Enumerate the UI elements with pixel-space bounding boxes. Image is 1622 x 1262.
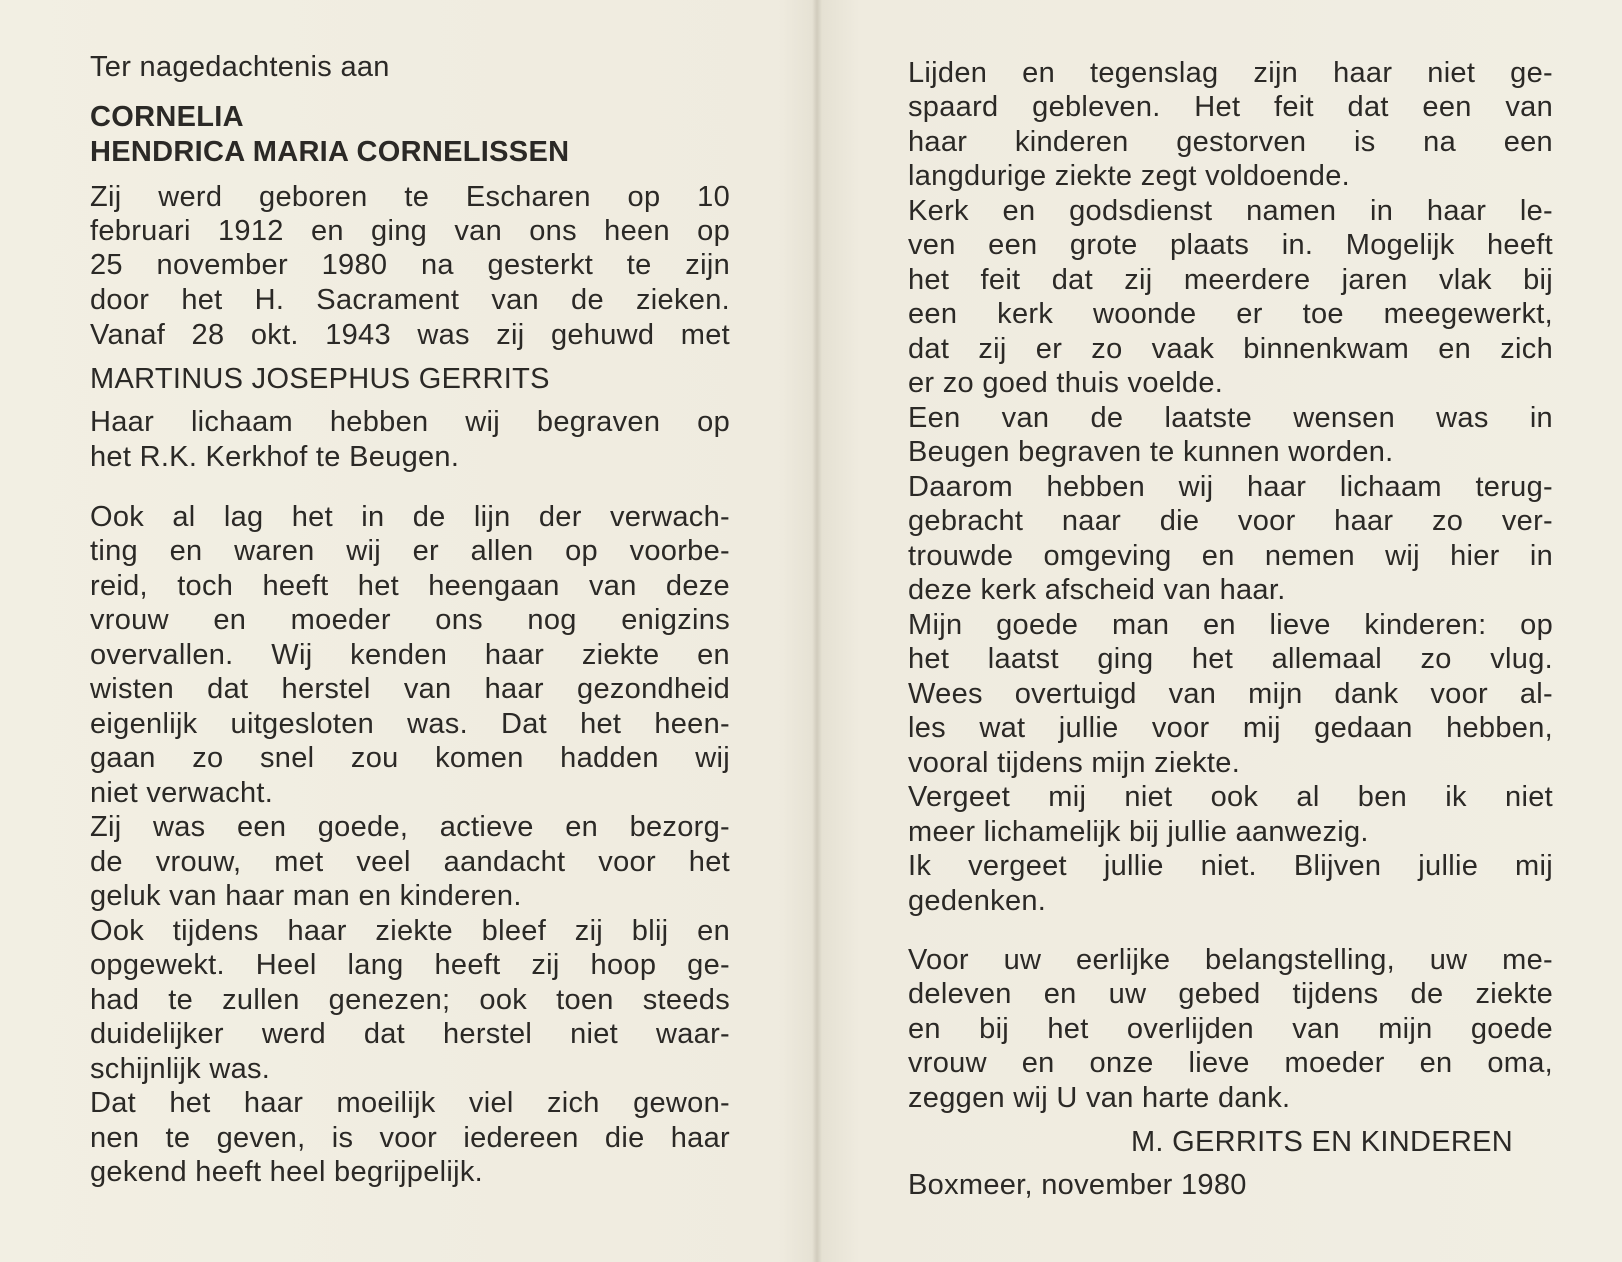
body-line: wisten dat herstel van haar gezondheid	[90, 673, 730, 705]
body-line: duidelijker werd dat herstel niet waar-	[90, 1018, 730, 1050]
body-line: Mijn goede man en lieve kinderen: op	[908, 609, 1553, 641]
body-line: reid, toch heeft het heengaan van deze	[90, 570, 730, 602]
body-line: het laatst ging het allemaal zo vlug.	[908, 643, 1553, 675]
body-line: schijnlijk was.	[90, 1053, 271, 1085]
birth-line: februari 1912 en ging van ons heen op	[90, 215, 730, 247]
deceased-full-name: HENDRICA MARIA CORNELISSEN	[90, 136, 570, 168]
body-line: Vergeet mij niet ook al ben ik niet	[908, 781, 1553, 813]
body-line: eigenlijk uitgesloten was. Dat het heen-	[90, 708, 730, 740]
thanks-line: zeggen wij U van harte dank.	[908, 1082, 1291, 1114]
birth-line: Zij werd geboren te Escharen op 10	[90, 181, 730, 213]
spouse-name: MARTINUS JOSEPHUS GERRITS	[90, 363, 550, 395]
body-line: Ook al lag het in de lijn der verwach-	[90, 501, 730, 533]
body-line: Ik vergeet jullie niet. Blijven jullie mij	[908, 850, 1553, 882]
body-line: Een van de laatste wensen was in	[908, 402, 1553, 434]
signature: M. GERRITS EN KINDEREN	[1130, 1126, 1513, 1158]
body-line: er zo goed thuis voelde.	[908, 367, 1224, 399]
body-line: Ook tijdens haar ziekte bleef zij blij en	[90, 915, 730, 947]
body-line: een kerk woonde er toe meegewerkt,	[908, 298, 1553, 330]
body-line: overvallen. Wij kenden haar ziekte en	[90, 639, 730, 671]
body-line: meer lichamelijk bij jullie aanwezig.	[908, 816, 1369, 848]
thanks-line: vrouw en onze lieve moeder en oma,	[908, 1047, 1553, 1079]
body-line: Beugen begraven te kunnen worden.	[908, 436, 1394, 468]
body-line: gekend heeft heel begrijpelijk.	[90, 1156, 484, 1188]
body-line: de vrouw, met veel aandacht voor het	[90, 846, 730, 878]
thanks-line: Voor uw eerlijke belangstelling, uw me-	[908, 944, 1553, 976]
body-line: gebracht naar die voor haar zo ver-	[908, 505, 1553, 537]
body-line: Zij was een goede, actieve en bezorg-	[90, 811, 730, 843]
body-line: Wees overtuigd van mijn dank voor al-	[908, 678, 1553, 710]
body-line: ting en waren wij er allen op voorbe-	[90, 535, 730, 567]
body-line: gaan zo snel zou komen hadden wij	[90, 742, 730, 774]
body-line: langdurige ziekte zegt voldoende.	[908, 160, 1350, 192]
card-fold	[812, 0, 822, 1262]
body-line: Lijden en tegenslag zijn haar niet ge-	[908, 57, 1553, 89]
body-line: ven een grote plaats in. Mogelijk heeft	[908, 229, 1553, 261]
birth-line: door het H. Sacrament van de zieken.	[90, 284, 730, 316]
body-line: Daarom hebben wij haar lichaam terug-	[908, 471, 1553, 503]
body-line: Kerk en godsdienst namen in haar le-	[908, 195, 1553, 227]
body-line: spaard gebleven. Het feit dat een van	[908, 91, 1553, 123]
body-line: les wat jullie voor mij gedaan hebben,	[908, 712, 1553, 744]
burial-line: Haar lichaam hebben wij begraven op	[90, 406, 730, 438]
body-line: had te zullen genezen; ook toen steeds	[90, 984, 730, 1016]
body-line: Dat het haar moeilijk viel zich gewon-	[90, 1087, 730, 1119]
birth-line: Vanaf 28 okt. 1943 was zij gehuwd met	[90, 319, 730, 351]
body-line: nen te geven, is voor iedereen die haar	[90, 1122, 730, 1154]
body-line: gedenken.	[908, 885, 1047, 917]
place-date: Boxmeer, november 1980	[908, 1169, 1247, 1201]
body-line: trouwde omgeving en nemen wij hier in	[908, 540, 1553, 572]
body-line: dat zij er zo vaak binnenkwam en zich	[908, 333, 1553, 365]
body-line: vooral tijdens mijn ziekte.	[908, 747, 1241, 779]
body-line: vrouw en moeder ons nog enigzins	[90, 604, 730, 636]
burial-line: het R.K. Kerkhof te Beugen.	[90, 441, 460, 473]
body-line: deze kerk afscheid van haar.	[908, 574, 1286, 606]
body-line: het feit dat zij meerdere jaren vlak bij	[908, 264, 1553, 296]
body-line: geluk van haar man en kinderen.	[90, 880, 522, 912]
thanks-line: en bij het overlijden van mijn goede	[908, 1013, 1553, 1045]
deceased-first-name: CORNELIA	[90, 101, 244, 133]
birth-line: 25 november 1980 na gesterkt te zijn	[90, 249, 730, 281]
intro-text: Ter nagedachtenis aan	[90, 51, 390, 83]
body-line: haar kinderen gestorven is na een	[908, 126, 1553, 158]
body-line: opgewekt. Heel lang heeft zij hoop ge-	[90, 949, 730, 981]
thanks-line: deleven en uw gebed tijdens de ziekte	[908, 978, 1553, 1010]
body-line: niet verwacht.	[90, 777, 274, 809]
